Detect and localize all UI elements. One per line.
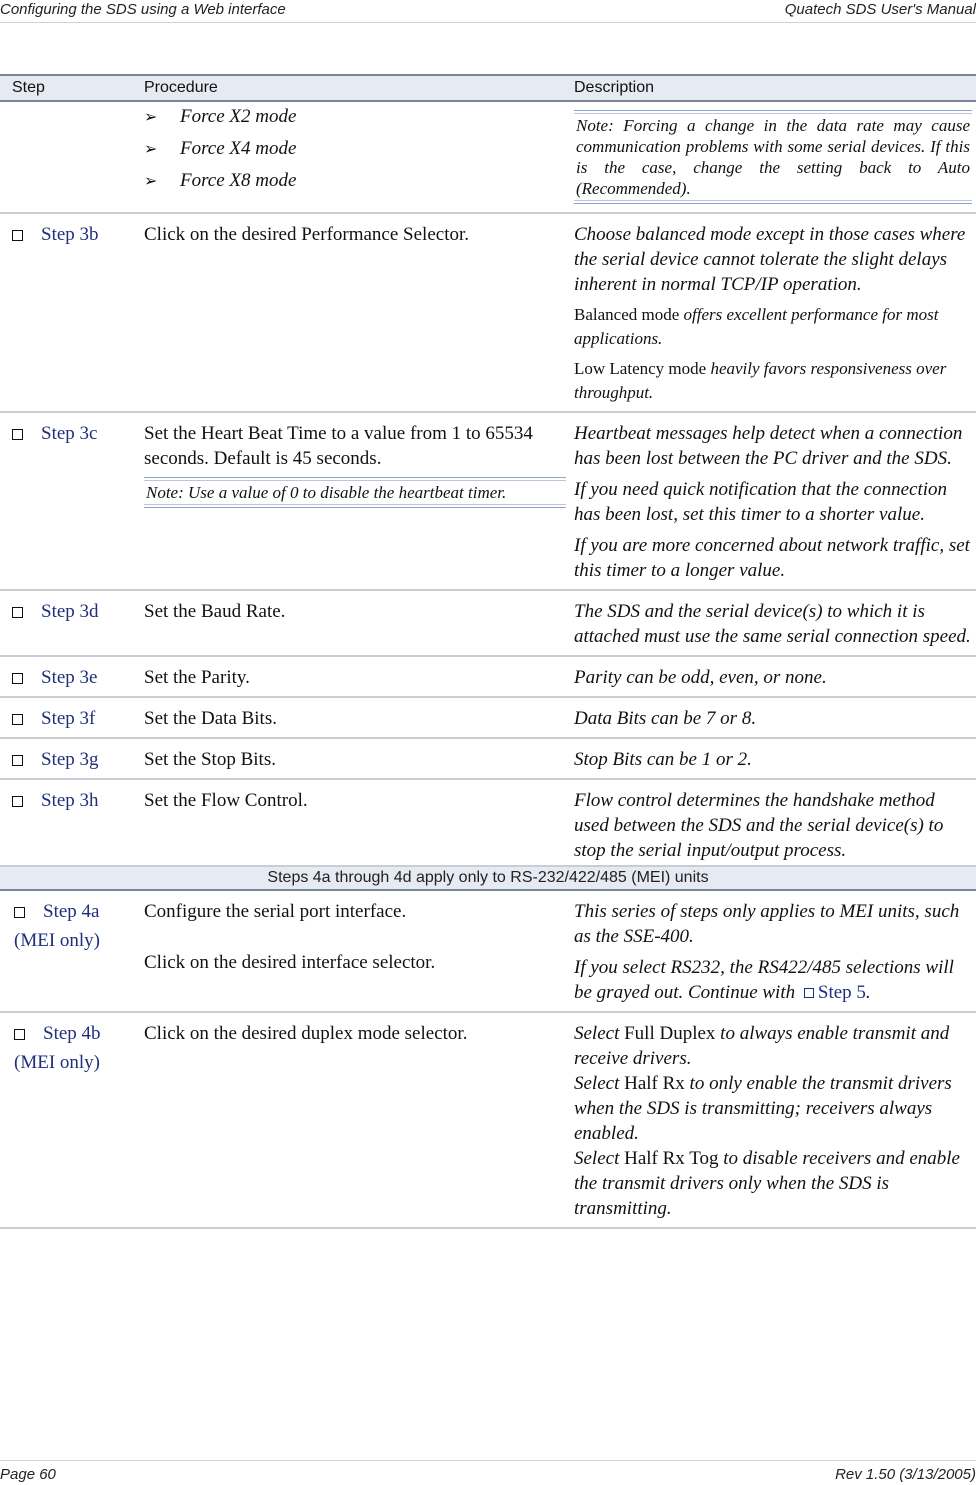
procedure-text: Configure the serial port interface. [144,901,407,922]
description-cell [570,101,976,213]
term-text: offers excellent performance for most applications. [574,305,939,348]
section-header-row [0,866,976,890]
table-row [0,213,976,412]
description-body: If you select RS232, the RS422/485 selections will be grayed out. Continue with [574,957,954,1003]
procedure-cell: Click on the desired Performance Selector. [140,213,570,412]
force-x2-option: Force X2 mode [180,106,297,127]
select-word: Select [574,1023,620,1044]
table-row [0,656,976,697]
table-row [0,590,976,656]
checkbox-icon [12,429,23,440]
checkbox-icon [12,607,23,618]
term-text: to only enable the transmit drivers when the SDS is transmitting; receivers always enabled. [574,1073,952,1144]
note-text: Note: Forcing a change in the data rate may cause communication problems with some serial devices. If this is the case, change the setting back to Auto (Recommended). [576,116,970,198]
step-label: Step 3c [41,423,98,444]
header-right-title: Quatech SDS User's Manual [784,1,976,18]
checkbox-icon [12,230,23,241]
column-header-step: Step [0,75,140,101]
table-header-row [0,75,976,101]
term-text: to disable receivers and enable the transmit drivers only when the SDS is transmitting. [574,1148,960,1219]
step-cell [0,779,140,866]
description-text: Choose balanced mode except in those cases where the serial device cannot tolerate the slight delays inherent in normal TCP/IP operation. [574,224,966,295]
procedure-cell: Set the Parity. [140,656,570,697]
revision-label: Rev 1.50 (3/13/2005) [835,1466,976,1483]
procedure-text: Set the Heart Beat Time to a value from 1 to 65534 seconds. Default is 45 seconds. [144,423,533,469]
checkbox-icon [12,796,23,807]
list-item [144,104,566,130]
description-cell [570,213,976,412]
procedure-cell: Set the Data Bits. [140,697,570,738]
select-word: Select [574,1073,620,1094]
force-x4-option: Force X4 mode [180,138,297,159]
list-item [144,136,566,162]
term: Full Duplex [624,1023,716,1044]
description-text [574,955,972,1005]
description-text: This series of steps only applies to MEI units, such as the SSE-400. [574,901,960,947]
procedure-cell: Set the Stop Bits. [140,738,570,779]
period: . [865,982,871,1003]
table-row [0,697,976,738]
step-5-link[interactable]: Step 5 [817,982,866,1003]
step-cell [0,656,140,697]
header-left-title: Configuring the SDS using a Web interface [0,1,286,18]
table-row [0,1012,976,1228]
description-cell [570,890,976,1012]
description-cell: Data Bits can be 7 or 8. [570,697,976,738]
term-text: heavily favors responsiveness over throughput. [574,359,947,402]
description-text: If you are more concerned about network traffic, set this timer to a longer value. [574,535,970,581]
table-row [0,101,976,213]
term: Low Latency mode [574,359,707,378]
checkbox-icon [804,988,814,998]
procedure-text: Click on the desired interface selector. [144,952,436,973]
term: Balanced mode [574,305,680,324]
description-cell: Stop Bits can be 1 or 2. [570,738,976,779]
step-cell [0,590,140,656]
select-word: Select [574,1148,620,1169]
description-text: If you need quick notification that the connection has been lost, set this timer to a shorter value. [574,479,948,525]
note-box [574,110,972,204]
page-footer [0,1460,976,1485]
procedure-cell: Set the Baud Rate. [140,590,570,656]
description-text [574,1146,972,1221]
term-text: to always enable transmit and receive drivers. [574,1023,950,1069]
checkbox-icon [12,673,23,684]
step-cell [0,412,140,590]
step-cell [0,697,140,738]
procedure-cell: Click on the desired duplex mode selector. [140,1012,570,1228]
step-label: Step 3d [41,601,99,622]
section-header: Steps 4a through 4d apply only to RS-232/422/485 (MEI) units [0,866,976,890]
column-header-procedure: Procedure [140,75,570,101]
arrow-bullet-icon: ➢ [144,141,158,158]
step-qualifier: (MEI only) [14,930,101,951]
step-label: Step 4a [43,901,100,922]
step-label: Step 3h [41,790,99,811]
checkbox-icon [12,755,23,766]
step-qualifier: (MEI only) [14,1052,101,1073]
description-text [574,303,972,351]
procedure-cell [140,890,570,1012]
column-header-description: Description [570,75,976,101]
step-cell [0,738,140,779]
description-cell [570,412,976,590]
page-header [0,0,976,23]
list-item [144,168,566,194]
description-cell: Flow control determines the handshake method used between the SDS and the serial device(s) to stop the serial input/output process. [570,779,976,866]
procedure-cell [140,101,570,213]
table-row [0,738,976,779]
step-label: Step 3e [41,667,98,688]
step-label: Step 3f [41,708,96,729]
force-x8-option: Force X8 mode [180,170,297,191]
term: Half Rx [624,1073,685,1094]
description-text [574,1021,972,1071]
table-row [0,779,976,866]
procedure-cell [140,412,570,590]
arrow-bullet-icon: ➢ [144,173,158,190]
note-text: Note: Use a value of 0 to disable the heartbeat timer. [146,483,507,502]
checkbox-icon [12,714,23,725]
page-number: Page 60 [0,1466,56,1483]
step-cell [0,101,140,213]
table-row [0,890,976,1012]
checkbox-icon [14,907,25,918]
procedure-cell: Set the Flow Control. [140,779,570,866]
table-row [0,412,976,590]
description-text: Heartbeat messages help detect when a connection has been lost between the PC driver and the SDS. [574,423,963,469]
arrow-bullet-icon: ➢ [144,109,158,126]
step-label: Step 4b [43,1023,101,1044]
description-text [574,1071,972,1146]
step-label: Step 3g [41,749,99,770]
step-cell [0,1012,140,1228]
checkbox-icon [14,1029,25,1040]
step-label: Step 3b [41,224,99,245]
step-cell [0,213,140,412]
description-text [574,357,972,405]
note-box [144,477,566,508]
step-cell [0,890,140,1012]
procedure-table [0,74,976,1229]
term: Half Rx Tog [624,1148,719,1169]
description-cell: The SDS and the serial device(s) to which it is attached must use the same serial connection speed. [570,590,976,656]
description-cell [570,1012,976,1228]
description-cell: Parity can be odd, even, or none. [570,656,976,697]
